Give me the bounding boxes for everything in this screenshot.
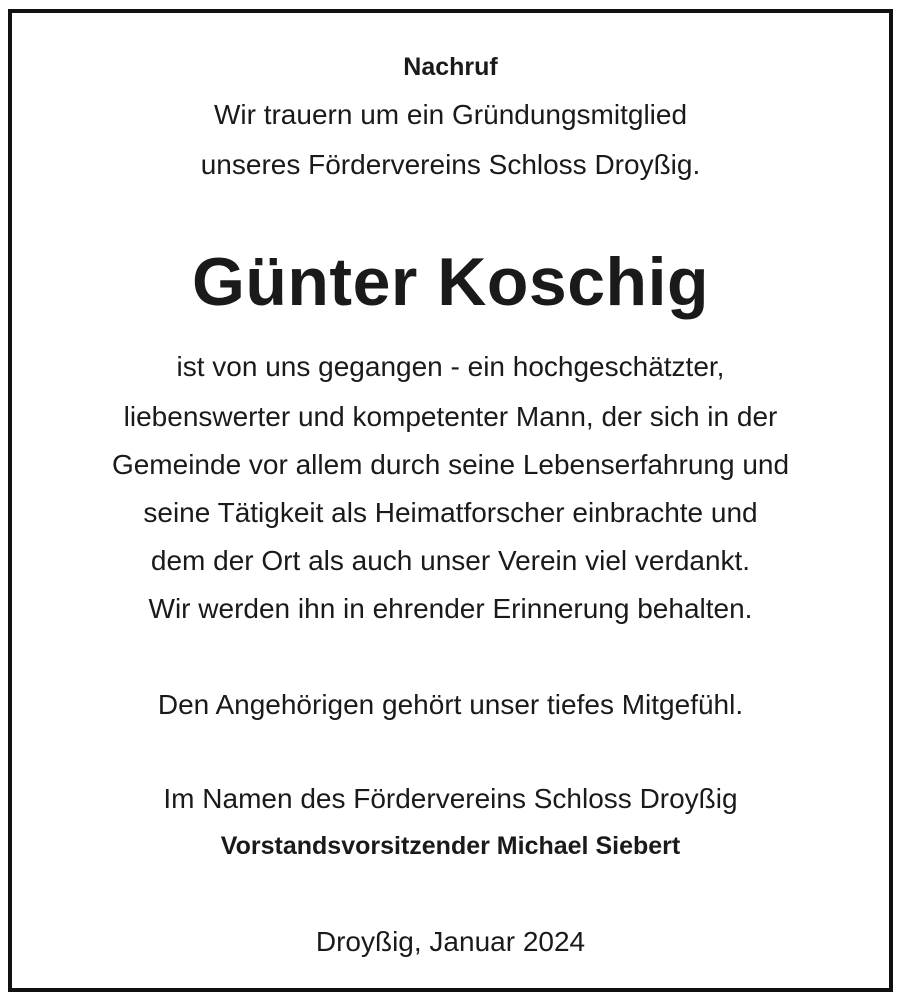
intro-line-1: Wir trauern um ein Gründungsmitglied	[213, 99, 688, 130]
tribute-line-2: liebenswerter und kompetenter Mann, der sich in der	[123, 401, 778, 432]
tribute-line-6: Wir werden ihn in ehrender Erinnerung behalten.	[148, 593, 753, 624]
tribute-line-4: seine Tätigkeit als Heimatforscher einbrachte und	[143, 497, 758, 528]
condolence-line: Den Angehörigen gehört unser tiefes Mitgefühl.	[157, 689, 744, 720]
obituary-heading: Nachruf	[403, 53, 498, 81]
place-date: Droyßig, Januar 2024	[315, 926, 586, 957]
obituary-frame	[8, 9, 893, 992]
signature-on-behalf: Im Namen des Fördervereins Schloss Droyßig	[163, 783, 738, 814]
signature-signer: Vorstandsvorsitzender Michael Siebert	[220, 832, 681, 860]
tribute-line-1: ist von uns gegangen - ein hochgeschätzter,	[176, 351, 725, 382]
deceased-name: Günter Koschig	[191, 244, 710, 320]
tribute-line-3: Gemeinde vor allem durch seine Lebenserfahrung und	[111, 449, 790, 480]
tribute-line-5: dem der Ort als auch unser Verein viel verdankt.	[150, 545, 751, 576]
intro-line-2: unseres Fördervereins Schloss Droyßig.	[200, 149, 701, 180]
